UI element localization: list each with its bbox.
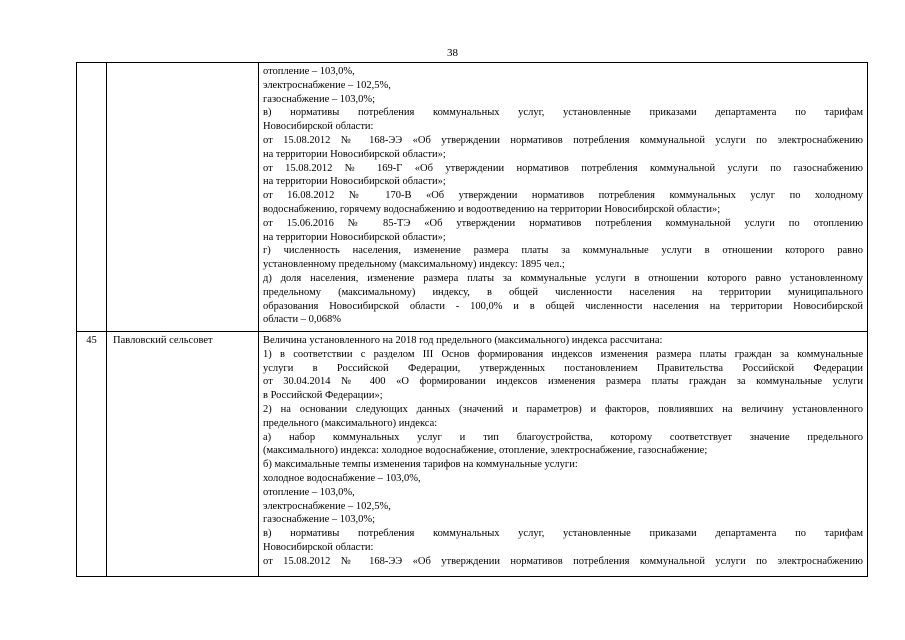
text-line: установленному предельному (максимальному) индексу: 1895 чел.; [263, 259, 565, 271]
text-line: отопление – 103,0%, [263, 486, 355, 498]
text-line: на территории Новосибирской области»; [263, 176, 446, 188]
table-row [77, 332, 868, 577]
document-table [76, 62, 868, 577]
table-row [77, 63, 868, 332]
text-line: образования Новосибирской области - 100,0% и в общей численности населения на территории Новосибирской [263, 300, 863, 312]
text-line: услуги в Российской Федерации, утвержденных постановлением Правительства Российской Федерации [263, 362, 863, 374]
text-line: Новосибирской области: [263, 541, 374, 553]
text-line: от 16.08.2012 № 170-В «Об утверждении нормативов потребления коммунальных услуг по холодному [263, 190, 863, 202]
text-line: отопление – 103,0%, [263, 66, 355, 77]
text-line: электроснабжение – 102,5%, [263, 79, 391, 91]
text-line: 1) в соответствии с разделом III Основ формирования индексов изменения размера платы граждан за коммунальные [263, 348, 863, 360]
municipality-name-cell [107, 63, 259, 332]
text-line: на территории Новосибирской области»; [263, 231, 446, 243]
text-line: в) нормативы потребления коммунальных услуг, установленные приказами департамента по тарифам [263, 528, 863, 540]
description-cell [259, 332, 868, 577]
row-number-cell: 45 [77, 332, 107, 577]
description-cell [259, 63, 868, 332]
text-line: области – 0,068% [263, 314, 341, 326]
text-line: водоснабжению, горячему водоснабжению и водоотведению на территории Новосибирской области»; [263, 203, 721, 215]
text-line: б) максимальные темпы изменения тарифов на коммунальные услуги: [263, 459, 578, 471]
text-line: на территории Новосибирской области»; [263, 148, 446, 160]
text-line: д) доля населения, изменение размера платы за коммунальные услуги в отношении которого равно установленному [263, 272, 863, 284]
text-line: Величина установленного на 2018 год предельного (максимального) индекса рассчитана: [263, 335, 663, 346]
text-line: от 15.08.2012 № 169-Г «Об утверждении нормативов потребления коммунальной услуги по газоснабжению [263, 162, 863, 174]
page-number: 38 [447, 47, 458, 59]
text-line: Новосибирской области: [263, 121, 374, 133]
text-line: холодное водоснабжение – 103,0%, [263, 472, 421, 484]
text-line: предельного (максимального) индекса: [263, 417, 438, 429]
text-line: газоснабжение – 103,0%; [263, 93, 376, 105]
text-line: (максимального) индекса: холодное водоснабжение, отопление, электроснабжение, газоснабжение; [263, 445, 708, 457]
text-line: от 15.06.2016 № 85-ТЭ «Об утверждении нормативов потребления коммунальной услуги по отоплению [263, 217, 863, 229]
text-line: а) набор коммунальных услуг и тип благоустройства, которому соответствует значение предельного [263, 431, 863, 443]
text-line: газоснабжение – 103,0%; [263, 514, 376, 526]
municipality-name-cell: Павловский сельсовет [107, 332, 259, 577]
text-line: от 30.04.2014 № 400 «О формировании индексов изменения размера платы граждан за коммунальные услуги [263, 376, 863, 388]
text-line: предельному (максимальному) индексу, в общей численности населения на территории муниципального [263, 286, 863, 298]
text-line: от 15.08.2012 № 168-ЭЭ «Об утверждении нормативов потребления коммунальной услуги по электроснабжению [263, 134, 863, 146]
row-number-cell [77, 63, 107, 332]
text-line: электроснабжение – 102,5%, [263, 500, 391, 512]
text-line: 2) на основании следующих данных (значений и параметров) и факторов, повлиявших на величину установленного [263, 403, 863, 415]
text-line: г) численность населения, изменение размера платы за коммунальные услуги в отношении которого равно [263, 245, 863, 257]
text-line: от 15.08.2012 № 168-ЭЭ «Об утверждении нормативов потребления коммунальной услуги по электроснабжению [263, 555, 863, 567]
text-line: в) нормативы потребления коммунальных услуг, установленные приказами департамента по тарифам [263, 107, 863, 119]
text-line: в Российской Федерации»; [263, 390, 383, 402]
